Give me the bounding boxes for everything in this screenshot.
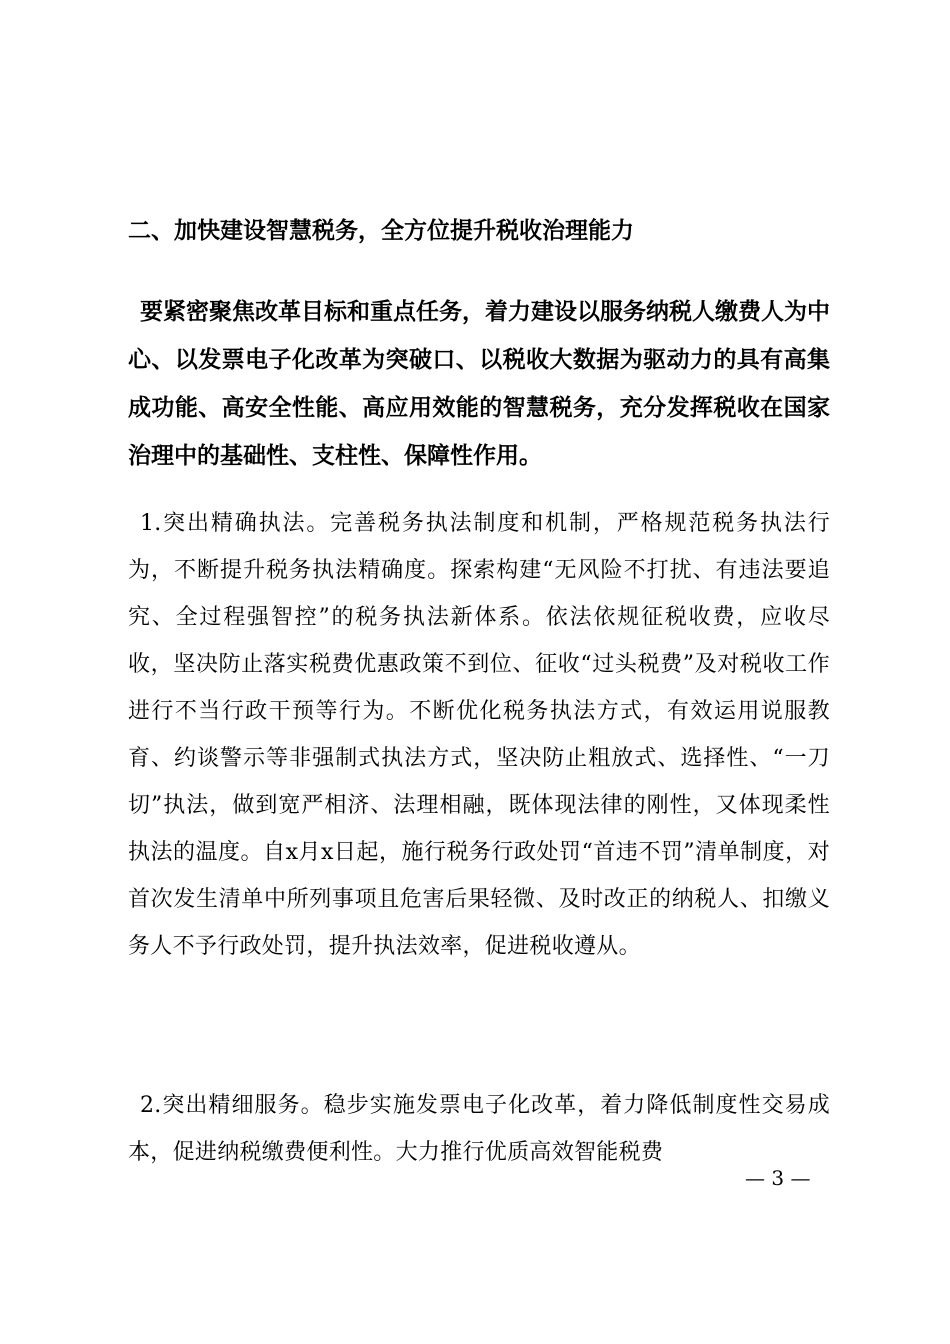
paragraph-fine-service: 2.突出精细服务。稳步实施发票电子化改革，着力降低制度性交易成本，促进纳税缴费便利性。大力推行优质高效智能税费 xyxy=(128,1093,830,1165)
paragraph-precise-enforcement: 1.突出精确执法。完善税务执法制度和机制，严格规范税务执法行为，不断提升税务执法精确度。探索构建“无风险不打扰、有违法要追究、全过程强智控”的税务执法新体系。依法依规征税收费，应收尽收，坚决防止落实税费优惠政策不到位、征收“过头税费”及对税收工作进行不当行政干预等行为。不断优化税务执法方式，有效运用说服教育、约谈警示等非强制式执法方式，坚决防止粗放式、选择性、“一刀切”执法，做到宽严相济、法理相融，既体现法律的刚性，又体现柔性执法的温度。自x月x日起，施行税务行政处罚“首违不罚”清单制度，对首次发生清单中所列事项且危害后果轻微、及时改正的纳税人、扣缴义务人不予行政处罚，提升执法效率，促进税收遵从。 xyxy=(128,511,830,959)
intro-paragraph: 要紧密聚焦改革目标和重点任务，着力建设以服务纳税人缴费人为中心、以发票电子化改革为突破口、以税收大数据为驱动力的具有高集成功能、高安全性能、高应用效能的智慧税务，充分发挥税收在国家治理中的基础性、支柱性、保障性作用。 xyxy=(128,299,830,469)
page-number: — 3 — xyxy=(745,1166,811,1190)
section-heading: 二、加快建设智慧税务，全方位提升税收治理能力 xyxy=(128,218,634,244)
